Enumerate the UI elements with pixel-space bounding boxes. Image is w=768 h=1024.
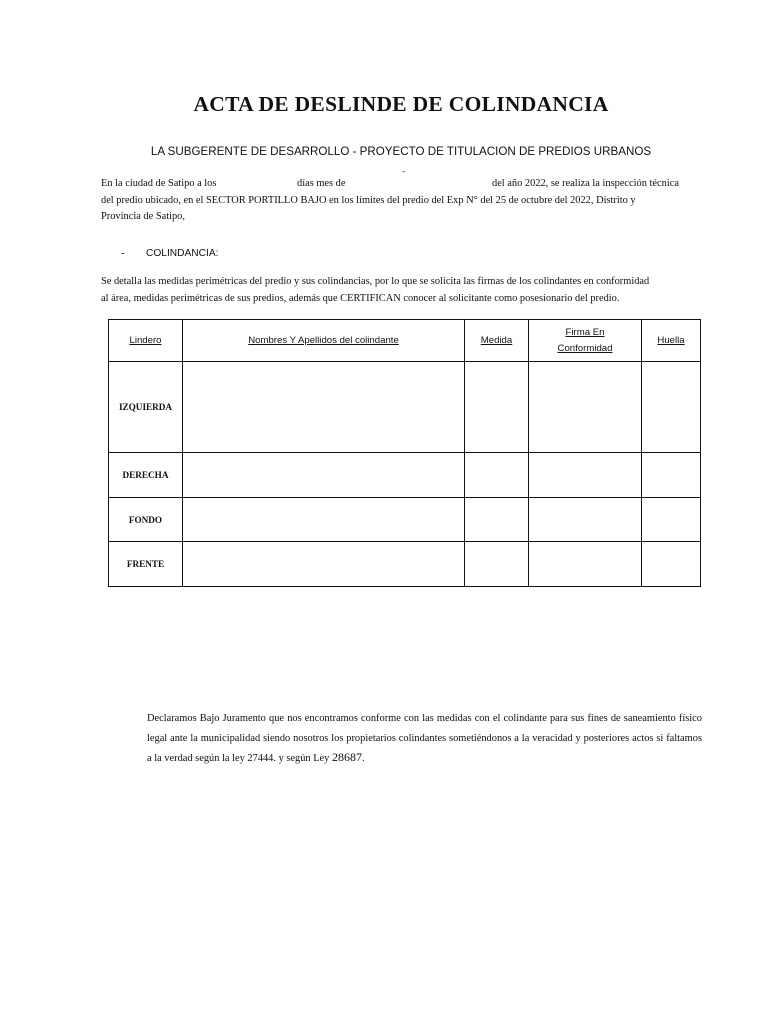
declaration-end: .: [361, 753, 365, 764]
nombres-cell[interactable]: [183, 362, 465, 453]
header-huella: Huella: [642, 320, 701, 362]
detail-text-line1: Se detalla las medidas perimétricas del predio y sus colindancias, por lo que se solicita las firmas de los colindantes en conformidad: [101, 276, 650, 287]
intro-text-month: días mes de: [297, 178, 346, 189]
nombres-cell[interactable]: [183, 498, 465, 542]
huella-cell[interactable]: [642, 362, 701, 453]
table-row: [109, 453, 701, 498]
firma-cell[interactable]: [529, 498, 642, 542]
medida-cell[interactable]: [465, 498, 529, 542]
lindero-cell-izquierda: IZQUIERDA: [109, 362, 183, 453]
firma-cell[interactable]: [529, 362, 642, 453]
huella-cell[interactable]: [642, 542, 701, 587]
firma-cell[interactable]: [529, 453, 642, 498]
nombres-cell[interactable]: [183, 542, 465, 587]
header-firma: Firma En Conformidad: [529, 320, 642, 362]
document-subtitle: LA SUBGERENTE DE DESARROLLO - PROYECTO DE TITULACION DE PREDIOS URBANOS: [150, 145, 652, 158]
huella-cell[interactable]: [642, 498, 701, 542]
law-number: 28687: [331, 750, 362, 764]
colindancia-table: [108, 319, 701, 587]
table-row: [109, 542, 701, 587]
declaration-text: Declaramos Bajo Juramento que nos encontramos conforme con las medidas con el colindante para sus fines de saneamiento físico legal ante la municipalidad siendo nosotros los propietarios colindantes sometiéndonos a la veracidad y posteriores actos si faltamos a la verdad según la ley 27444. y según Ley: [147, 713, 702, 764]
intro-text-year: del año 2022, se realiza la inspección técnica: [492, 178, 679, 189]
table-row: [109, 498, 701, 542]
lindero-cell-frente: FRENTE: [109, 542, 183, 587]
header-lindero: Lindero: [109, 320, 183, 362]
declaration-paragraph: [147, 709, 702, 769]
header-medida: Medida: [465, 320, 529, 362]
medida-cell[interactable]: [465, 542, 529, 587]
table-header-row: [109, 320, 701, 362]
huella-cell[interactable]: [642, 453, 701, 498]
lindero-cell-fondo: FONDO: [109, 498, 183, 542]
table-row: [109, 362, 701, 453]
section-heading-colindancia: COLINDANCIA:: [146, 248, 219, 259]
document-title: ACTA DE DESLINDE DE COLINDANCIA: [193, 92, 609, 116]
nombres-cell[interactable]: [183, 453, 465, 498]
medida-cell[interactable]: [465, 453, 529, 498]
intro-text-city: En la ciudad de Satipo a los: [101, 178, 217, 189]
header-nombres: Nombres Y Apellidos del colindante: [183, 320, 465, 362]
medida-cell[interactable]: [465, 362, 529, 453]
dash-mark: -: [402, 166, 405, 176]
firma-cell[interactable]: [529, 542, 642, 587]
bullet-marker: -: [121, 247, 125, 259]
intro-text-location: del predio ubicado, en el SECTOR PORTILLO BAJO en los límites del predio del Exp N° del 25 de octubre del 2022, Distrito y: [101, 195, 636, 206]
detail-text-line2: al área, medidas perimétricas de sus predios, además que CERTIFICAN conocer al solicitante como posesionario del predio.: [101, 293, 620, 304]
intro-text-province: Provincia de Satipo,: [101, 211, 185, 222]
lindero-cell-derecha: DERECHA: [109, 453, 183, 498]
